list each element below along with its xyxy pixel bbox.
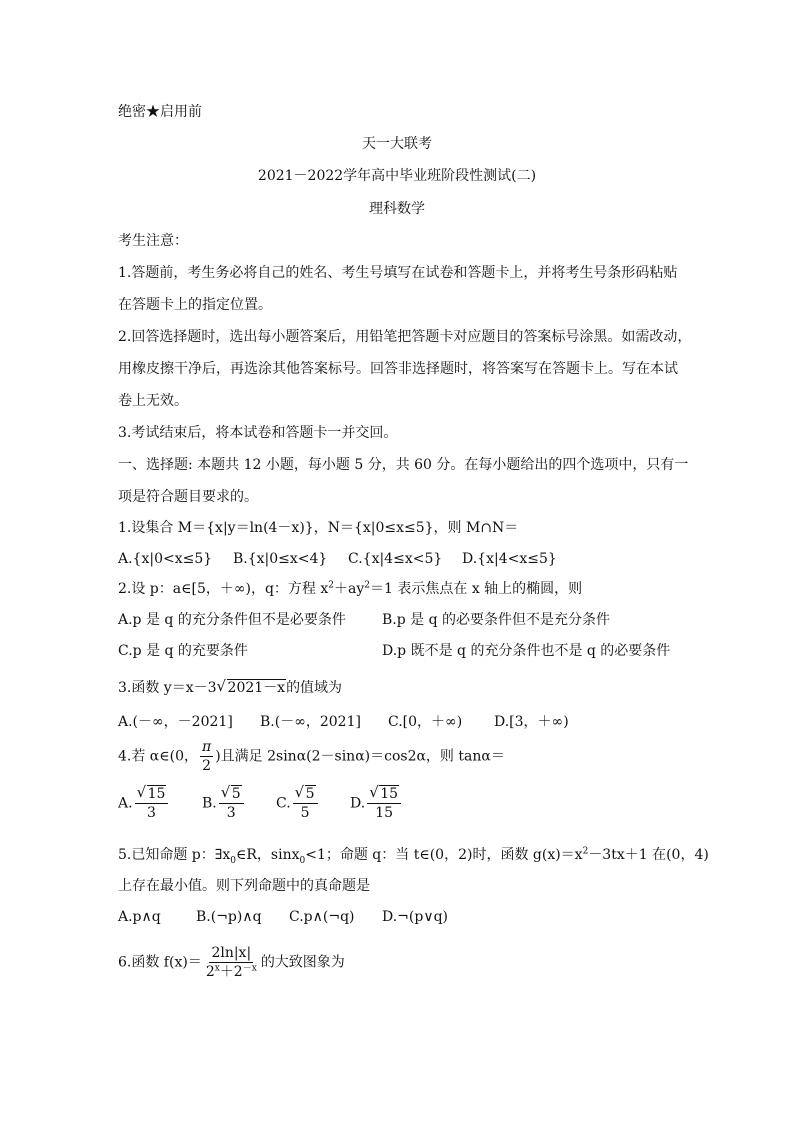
q6-fraction: $\frac{2\ln|x|}{2^x+2^{-x}}$ (205, 945, 257, 980)
q3-option-d: D.[3，＋∞) (494, 714, 569, 730)
notice-item-2-line-2: 用橡皮擦干净后，再选涂其他答案标号。回答非选择题时，将答案写在答题卡上。写在本试 (118, 361, 678, 377)
q1-option-d: D.{x|4<x≤5} (462, 551, 557, 567)
sqrt-symbol: √ 5 (294, 783, 315, 802)
q5-option-b: B.(¬p)∧q (196, 909, 262, 925)
notice-item-2-line-1: 2.回答选择题时，选出每小题答案后，用铅笔把答题卡对应题目的答案标号涂黑。如需改动， (118, 329, 692, 345)
exam-org: 天一大联考 (362, 136, 432, 152)
q1-option-c: C.{x|4≤x<5} (348, 551, 443, 567)
section-1-line-1: 一、选择题: 本题共 12 小题，每小题 5 分，共 60 分。在每小题给出的四个选项中，只有一 (118, 457, 689, 473)
q3-stem: 3.函数 y＝x－3 √ 2021－x的值域为 (118, 677, 343, 696)
q4-option-a: A. √ 15 3 (118, 785, 170, 822)
q2-option-c: C.p 是 q 的充要条件 (118, 643, 248, 659)
q1-option-b: B.{x|0≤x<4} (233, 551, 328, 567)
notice-item-1-line-2: 在答题卡上的指定位置。 (118, 297, 272, 313)
q3-option-c: C.[0，＋∞) (388, 714, 463, 730)
q1-stem: 1.设集合 M＝{x|y＝ln(4－x)}，N＝{x|0≤x≤5}，则 M∩N＝ (118, 520, 519, 536)
secret-mark: 绝密★启用前 (118, 104, 202, 120)
q3-option-b: B.(－∞，2021] (260, 714, 361, 730)
q5-stem-line-2: 上存在最小值。则下列命题中的真命题是 (118, 878, 370, 894)
q4-option-c: C. √ 5 5 (276, 785, 320, 822)
q1-option-a: A.{x|0<x≤5} (118, 551, 213, 567)
q2-option-a: A.p 是 q 的充分条件但不是必要条件 (118, 612, 346, 628)
q3-option-a: A.(－∞，－2021] (118, 714, 233, 730)
notice-item-1-line-1: 1.答题前，考生务必将自己的姓名、考生号填写在试卷和答题卡上，并将考生号条形码粘贴 (118, 265, 678, 281)
sqrt-symbol: √ 2021－x (216, 677, 286, 696)
q4-option-b: B. √ 5 3 (202, 785, 246, 822)
sqrt-symbol: √ 5 (220, 783, 241, 802)
q5-option-a: A.p∧q (118, 909, 161, 925)
q2-stem: 2.设 p：a∈[5，＋∞)，q：方程 $x^2+ay^2=1$ 表示焦点在 x 轴上的椭圆，则 (118, 580, 583, 597)
exam-title: 2021－2022学年高中毕业班阶段性测试(二) (257, 168, 537, 184)
q6-stem: 6.函数 f(x)＝ $\frac{2\ln|x|}{2^x+2^{-x}}$ 的大致图象为 (118, 945, 345, 980)
sqrt-symbol: √ 15 (369, 783, 399, 802)
section-1-line-2: 项是符合题目要求的。 (118, 489, 258, 505)
q2-option-b: B.p 是 q 的必要条件但不是充分条件 (382, 612, 611, 628)
notice-title: 考生注意： (118, 233, 188, 249)
q2-option-d: D.p 既不是 q 的充分条件也不是 q 的必要条件 (382, 643, 671, 659)
q5-option-c: C.p∧(¬q) (289, 909, 355, 925)
notice-item-2-line-3: 卷上无效。 (118, 393, 188, 409)
exam-subject: 理科数学 (369, 201, 425, 217)
q4-stem: 4.若 α∈(0， $\frac{\pi}{2}$ )且满足 2sinα(2－sinα)＝cos2α，则 tanα＝ (118, 739, 505, 774)
q5-option-d: D.¬(p∨q) (382, 909, 449, 925)
pi-over-2-fraction: $\frac{\pi}{2}$ (202, 739, 212, 774)
q5-stem-line-1: 5.已知命题 p：$\exists x_0\in R$，sinx$_0$<1；命题 q：当 t∈(0，2)时，函数 $g(x)=x^2-3tx+1$ 在(0，4) (118, 846, 709, 866)
notice-item-3: 3.考试结束后，将本试卷和答题卡一并交回。 (118, 425, 398, 441)
q4-option-d: D. √ 15 15 (350, 785, 403, 822)
sqrt-symbol: √ 15 (136, 783, 166, 802)
